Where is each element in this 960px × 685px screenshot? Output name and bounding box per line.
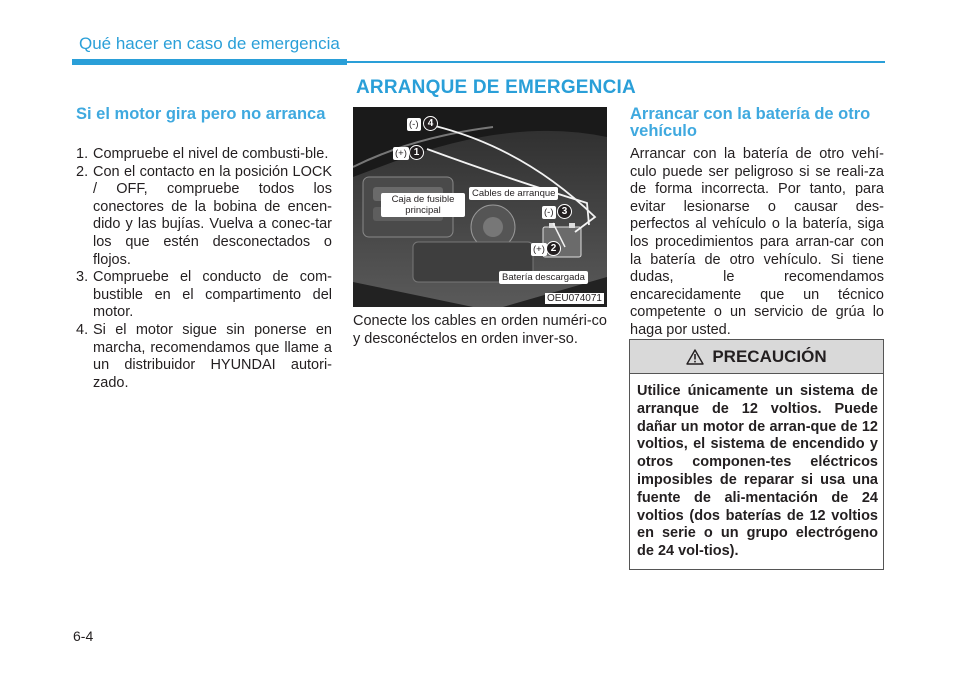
right-paragraph: Arrancar con la batería de otro vehí-culo puede ser peligroso si se reali-za de forma incorrecta. Por tanto, para evitar lesionarse o causar des-perfectos al vehículo o la batería, siga los procedimientos para arran-car con la batería de otro vehículo. Si tiene dudas, le recomendamos encarecidamente que un técnico competente o un servicio de grúa lo haga por usted. — [630, 146, 884, 338]
caution-box — [629, 339, 884, 570]
figure-code: OEU074071 — [546, 293, 602, 304]
chapter-title: Qué hacer en caso de emergencia — [79, 34, 340, 53]
fuse-box-label: Caja de fusible principal — [381, 193, 465, 217]
list-item — [76, 322, 332, 392]
battery-label: Batería descargada — [499, 271, 588, 284]
list-item-text: Si el motor sigue sin ponerse en marcha, recomendamos que llame a un distribuidor HYUNDAI autori-zado. — [93, 321, 332, 391]
left-heading: Si el motor gira pero no arranca — [76, 105, 326, 123]
list-item — [76, 164, 332, 270]
connection-number-badge: 2 — [546, 241, 561, 256]
connection-sign: (+) — [395, 148, 407, 159]
troubleshoot-list — [76, 146, 332, 392]
right-heading: Arrancar con la batería de otro vehículo — [630, 105, 871, 140]
connection-sign: (-) — [409, 119, 419, 130]
page-number: 6-4 — [73, 628, 94, 644]
list-item-number: 3. — [76, 269, 89, 286]
list-item — [76, 269, 332, 322]
list-item-text: Compruebe el nivel de combusti-ble. — [93, 146, 329, 162]
caution-title: PRECAUCIÓN — [712, 346, 827, 366]
list-item-text: Con el contacto en la posición LOCK / OFF, compruebe todos los conectores de la bobina de encen-dido y las bujías. Vuelva a conec-tar los que estén desconectados o flojos. — [93, 163, 332, 268]
list-item-number: 1. — [76, 146, 89, 162]
connection-sign: (+) — [533, 244, 545, 255]
left-list-container — [76, 146, 332, 392]
connection-number-badge: 3 — [557, 204, 572, 219]
warning-triangle-icon — [686, 349, 704, 365]
connection-number-badge: 4 — [423, 116, 438, 131]
list-item-number: 4. — [76, 321, 89, 338]
caution-text: Utilice únicamente un sistema de arranque de 12 voltios. Puede dañar un motor de arran-que de 12 voltios, el sistema de encendido y otros componen-tes eléctricos imposibles de reparar si usa una fuente de ali-mentación de 24 voltios (dos baterías de 12 voltios en serie o un grupo electrógeno de 24 vol-tios). — [637, 383, 878, 560]
header-rule-thin — [347, 61, 885, 63]
header-rule-thick — [72, 59, 347, 65]
list-item-text: Compruebe el conducto de com-bustible en el compartimento del motor. — [93, 269, 332, 321]
list-item-number: 2. — [76, 163, 89, 180]
engine-jumpstart-figure — [353, 107, 607, 307]
cables-label: Cables de arranque — [469, 187, 558, 200]
caution-header — [630, 340, 883, 374]
section-title: ARRANQUE DE EMERGENCIA — [356, 77, 636, 98]
connection-sign: (-) — [544, 207, 554, 218]
connection-number-badge: 1 — [409, 145, 424, 160]
list-item — [76, 146, 332, 164]
cable-order-text: Conecte los cables en orden numéri-co y desconéctelos en orden inver-so. — [353, 313, 607, 347]
